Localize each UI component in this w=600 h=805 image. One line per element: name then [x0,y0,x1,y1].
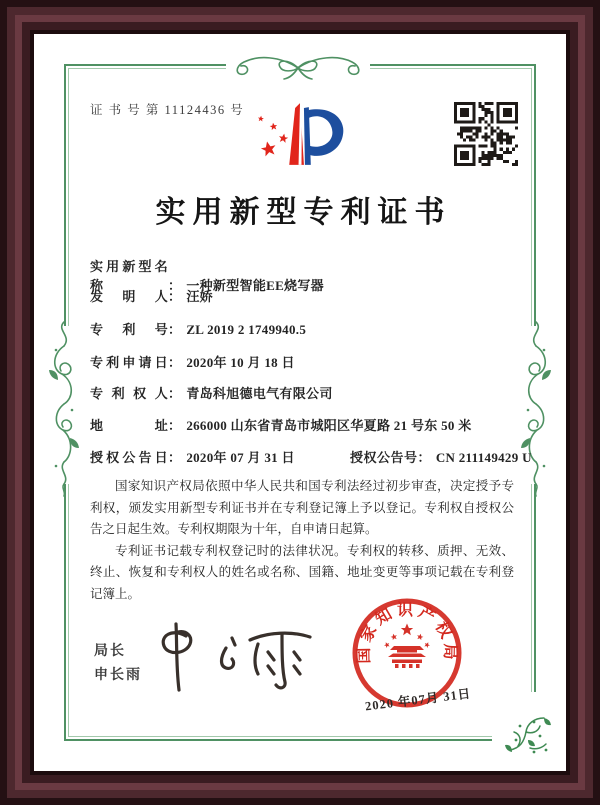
field-colon: ： [417,450,431,465]
flourish-left-ornament [46,320,82,498]
field-value: 266000 山东省青岛市城阳区华夏路 21 号东 50 米 [186,418,472,433]
director-title: 局长 [94,642,126,658]
field-value: 2020年 10 月 18 日 [186,355,295,370]
field-value: 青岛科旭德电气有限公司 [186,386,333,401]
field-label: 发明人 [90,289,168,304]
seal-ring-text: 国家知识产权局 [355,601,459,664]
field-grant-number [350,447,532,466]
certificate-paper [34,34,566,771]
paragraph: 国家知识产权局依照中华人民共和国专利法经过初步审查，决定授予专利权，颁发实用新型专利证书并在专利登记簿上予以登记。专利权自授权公告之日起生效。专利权期限为十年，自申请日起算。 [90,479,514,536]
field-value: 2020年 07 月 31 日 [186,450,295,465]
field-value: ZL 2019 2 1749940.5 [186,322,307,337]
field-value: 一种新型智能EE烧写器 [186,278,324,293]
field-label: 专利号 [90,322,168,337]
certificate-number: 证 书 号 第 11124436 号 [90,103,245,117]
field-row-patent-number [90,319,520,338]
field-row-inventor [90,286,520,305]
national-emblem-icon [383,624,431,669]
field-label: 实用新型名称 [90,259,168,293]
cnipa-logo-icon [252,98,350,172]
field-label: 专利权人 [90,386,168,401]
field-row-grant [90,447,532,466]
flourish-right-ornament [518,320,554,498]
certificate-body-text [90,476,514,605]
flourish-top-ornament [228,50,368,84]
field-colon: ： [168,418,182,433]
field-colon: ： [168,278,182,293]
field-row-filing-date [90,352,520,371]
flourish-corner-ornament [504,710,552,758]
field-value: CN 211149429 U [435,450,532,465]
field-value: 汪娇 [186,289,213,304]
director-signature [146,614,321,694]
field-colon: ： [168,450,182,465]
field-row-patentee [90,383,520,402]
field-colon: ： [168,289,182,304]
qr-code [454,102,518,166]
field-label: 地址 [90,418,168,433]
field-colon: ： [168,322,182,337]
field-row-address [90,415,520,434]
field-label: 专利申请日 [90,355,168,370]
paragraph: 专利证书记载专利权登记时的法律状况。专利权的转移、质押、无效、终止、恢复和专利权人的姓名或名称、国籍、地址变更等事项记载在专利登记簿上。 [90,543,514,601]
certificate-title: 实用新型专利证书 [155,196,452,229]
field-colon: ： [168,355,182,370]
field-colon: ： [168,386,182,401]
field-label: 授权公告日 [90,450,168,465]
seal-date: 2020 年07月 31日 [364,686,472,714]
director-name: 申长雨 [94,666,142,682]
field-label: 授权公告号 [350,450,418,465]
